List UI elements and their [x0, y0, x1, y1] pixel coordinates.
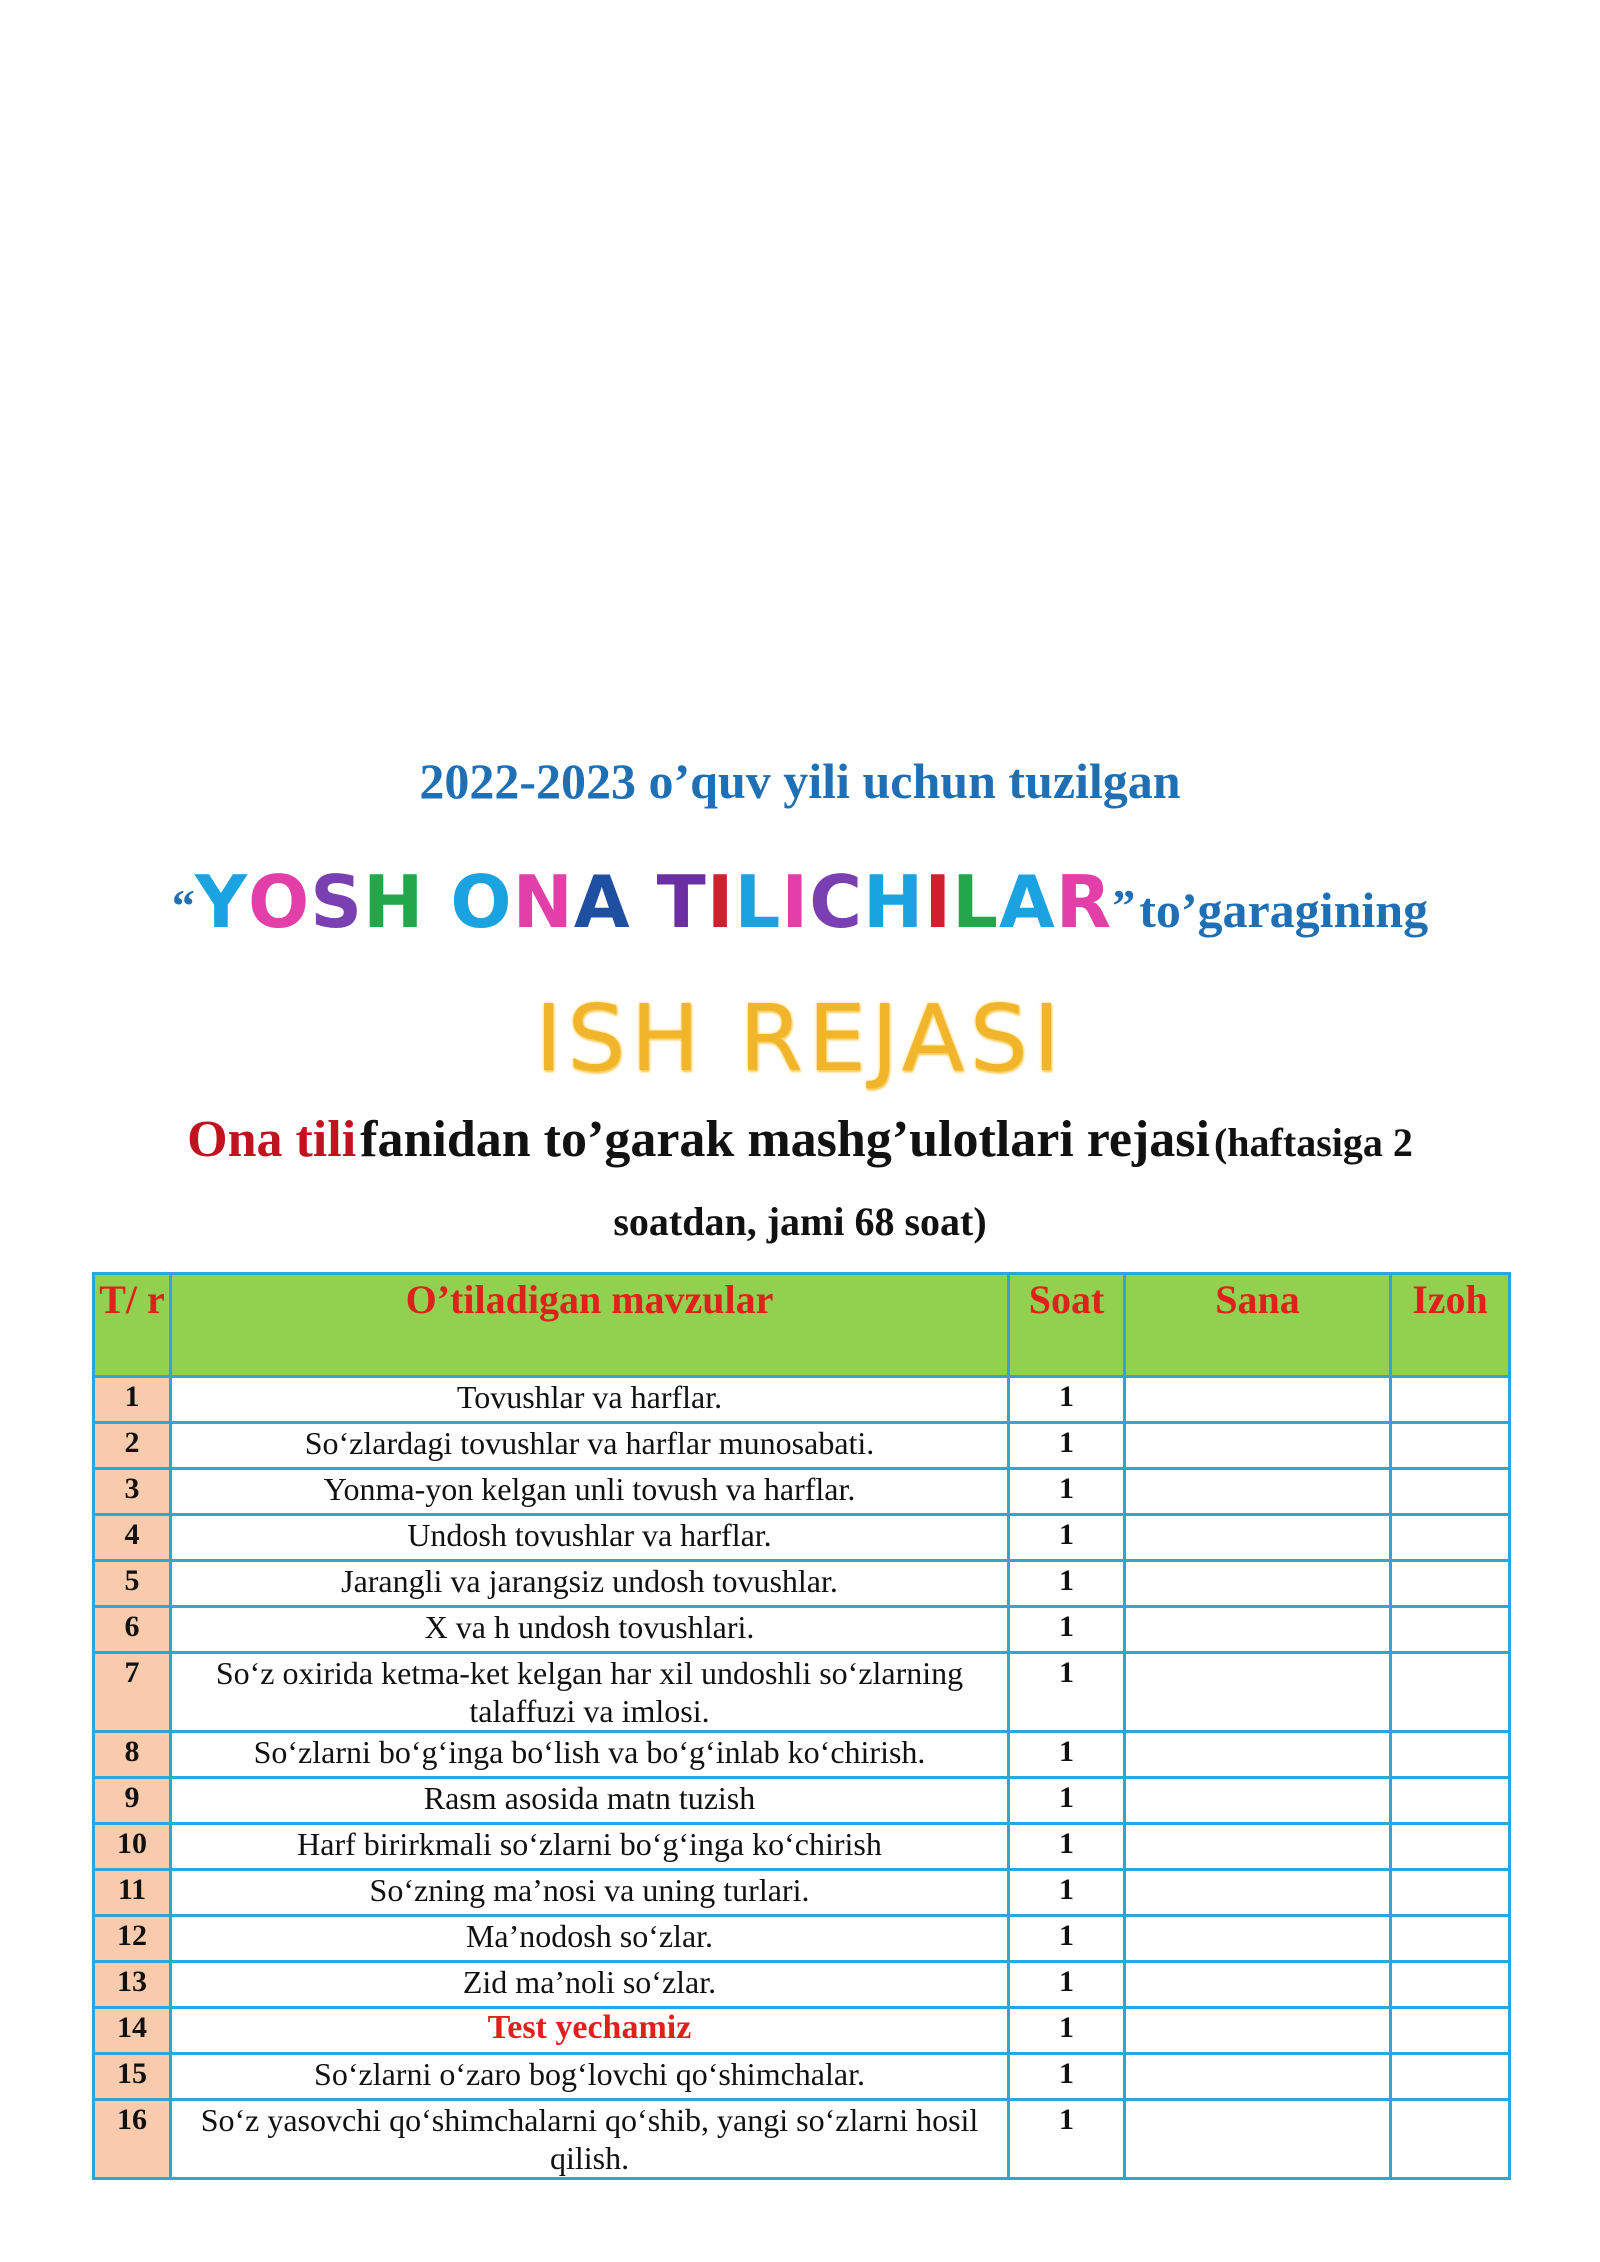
club-name: [195, 860, 1112, 944]
row-hours: 1: [1009, 1469, 1125, 1515]
row-topic: Rasm asosida matn tuzish: [171, 1778, 1009, 1824]
club-name-letter: O: [248, 860, 311, 944]
row-topic: So‘z oxirida ketma-ket kelgan har xil undoshli so‘zlarning talaffuzi va imlosi.: [171, 1653, 1009, 1732]
row-date-cell: [1125, 1870, 1391, 1916]
row-topic: Yonma-yon kelgan unli tovush va harflar.: [171, 1469, 1009, 1515]
row-note-cell: [1391, 2054, 1510, 2100]
table-row: [94, 1962, 1510, 2008]
row-note-cell: [1391, 1423, 1510, 1469]
plan-description: [0, 1110, 1600, 1169]
description-hours-end: soatdan, jami 68 soat): [613, 1199, 987, 1244]
table-row: [94, 1607, 1510, 1653]
row-number: 6: [94, 1607, 171, 1653]
row-topic: Test yechamiz: [171, 2008, 1009, 2054]
table-row: [94, 1653, 1510, 1732]
row-hours: 1: [1009, 1870, 1125, 1916]
row-note-cell: [1391, 1607, 1510, 1653]
row-number: 3: [94, 1469, 171, 1515]
row-number: 5: [94, 1561, 171, 1607]
row-note-cell: [1391, 1732, 1510, 1778]
table-row: [94, 1423, 1510, 1469]
row-number: 8: [94, 1732, 171, 1778]
row-number: 1: [94, 1377, 171, 1423]
club-name-letter: O: [450, 860, 513, 944]
row-hours: 1: [1009, 1962, 1125, 2008]
row-note-cell: [1391, 1515, 1510, 1561]
row-note-cell: [1391, 1653, 1510, 1732]
row-number: 15: [94, 2054, 171, 2100]
row-note-cell: [1391, 1778, 1510, 1824]
club-name-letter: N: [512, 860, 574, 944]
row-topic: Zid ma’noli so‘zlar.: [171, 1962, 1009, 2008]
lesson-plan-table: [92, 1272, 1511, 2180]
club-name-letter: C: [809, 860, 864, 944]
description-hours-start: (haftasiga 2: [1213, 1120, 1413, 1165]
table-row: [94, 2054, 1510, 2100]
table-row: [94, 1824, 1510, 1870]
row-date-cell: [1125, 1515, 1391, 1561]
row-hours: 1: [1009, 2054, 1125, 2100]
row-topic: So‘zlardagi tovushlar va harflar munosabati.: [171, 1423, 1009, 1469]
row-note-cell: [1391, 2008, 1510, 2054]
row-note-cell: [1391, 2100, 1510, 2179]
row-hours: 1: [1009, 1515, 1125, 1561]
row-hours: 1: [1009, 1377, 1125, 1423]
row-date-cell: [1125, 1778, 1391, 1824]
row-number: 7: [94, 1653, 171, 1732]
description-main: fanidan to’garak mashg’ulotlari rejasi: [360, 1111, 1210, 1168]
table-row: [94, 1916, 1510, 1962]
table-row: [94, 1377, 1510, 1423]
club-name-letter: H: [363, 860, 425, 944]
row-hours: 1: [1009, 2100, 1125, 2179]
club-name-letter: A: [573, 860, 631, 944]
subject-name: Ona tili: [187, 1111, 357, 1168]
table-row: [94, 2008, 1510, 2054]
row-topic: Harf birirkmali so‘zlarni bo‘g‘inga ko‘chirish: [171, 1824, 1009, 1870]
row-date-cell: [1125, 1607, 1391, 1653]
row-hours: 1: [1009, 1824, 1125, 1870]
club-name-letter: R: [1055, 860, 1113, 944]
row-hours: 1: [1009, 1561, 1125, 1607]
table-row: [94, 1469, 1510, 1515]
row-note-cell: [1391, 1824, 1510, 1870]
row-topic: Undosh tovushlar va harflar.: [171, 1515, 1009, 1561]
row-number: 14: [94, 2008, 171, 2054]
table-row: [94, 1778, 1510, 1824]
table-row: [94, 1870, 1510, 1916]
row-note-cell: [1391, 1469, 1510, 1515]
row-hours: 1: [1009, 1778, 1125, 1824]
column-header-number: T/ r: [94, 1274, 171, 1377]
row-hours: 1: [1009, 1732, 1125, 1778]
row-date-cell: [1125, 1732, 1391, 1778]
club-title-line: [0, 860, 1600, 944]
row-note-cell: [1391, 1377, 1510, 1423]
row-hours: 1: [1009, 1423, 1125, 1469]
academic-year-line: 2022-2023 o’quv yili uchun tuzilgan: [419, 753, 1181, 809]
table-row: [94, 1732, 1510, 1778]
row-number: 12: [94, 1916, 171, 1962]
club-name-letter: I: [781, 860, 810, 944]
row-hours: 1: [1009, 2008, 1125, 2054]
row-topic: Tovushlar va harflar.: [171, 1377, 1009, 1423]
row-date-cell: [1125, 1824, 1391, 1870]
row-number: 11: [94, 1870, 171, 1916]
row-hours: 1: [1009, 1653, 1125, 1732]
row-topic: Jarangli va jarangsiz undosh tovushlar.: [171, 1561, 1009, 1607]
club-name-letter: I: [706, 860, 735, 944]
work-plan-title: ISH REJASI: [535, 985, 1065, 1092]
row-topic: So‘z yasovchi qo‘shimchalarni qo‘shib, yangi so‘zlarni hosil qilish.: [171, 2100, 1009, 2179]
column-header-topic: O’tiladigan mavzular: [171, 1274, 1009, 1377]
row-number: 9: [94, 1778, 171, 1824]
club-suffix: to’garagining: [1139, 882, 1429, 938]
club-name-letter: Y: [194, 860, 249, 944]
column-header-note: Izoh: [1391, 1274, 1510, 1377]
row-topic: So‘zlarni bo‘g‘inga bo‘lish va bo‘g‘inlab ko‘chirish.: [171, 1732, 1009, 1778]
club-name-letter: S: [310, 860, 364, 944]
row-number: 4: [94, 1515, 171, 1561]
table-body: [94, 1377, 1510, 2179]
row-note-cell: [1391, 1870, 1510, 1916]
row-date-cell: [1125, 1469, 1391, 1515]
row-date-cell: [1125, 2100, 1391, 2179]
row-note-cell: [1391, 1916, 1510, 1962]
club-name-letter: A: [999, 860, 1056, 944]
row-topic: So‘zlarni o‘zaro bog‘lovchi qo‘shimchalar.: [171, 2054, 1009, 2100]
club-name-letter: T: [656, 860, 707, 944]
row-topic: X va h undosh tovushlari.: [171, 1607, 1009, 1653]
table-row: [94, 2100, 1510, 2179]
row-date-cell: [1125, 1561, 1391, 1607]
club-name-letter: L: [952, 860, 999, 944]
club-name-letter: I: [924, 860, 953, 944]
row-date-cell: [1125, 1653, 1391, 1732]
row-note-cell: [1391, 1962, 1510, 2008]
row-note-cell: [1391, 1561, 1510, 1607]
column-header-date: Sana: [1125, 1274, 1391, 1377]
table-row: [94, 1515, 1510, 1561]
row-number: 16: [94, 2100, 171, 2179]
row-date-cell: [1125, 2008, 1391, 2054]
row-date-cell: [1125, 1377, 1391, 1423]
row-number: 10: [94, 1824, 171, 1870]
table-header-row: [94, 1274, 1510, 1377]
row-date-cell: [1125, 1916, 1391, 1962]
row-hours: 1: [1009, 1916, 1125, 1962]
row-number: 2: [94, 1423, 171, 1469]
table-row: [94, 1561, 1510, 1607]
row-date-cell: [1125, 2054, 1391, 2100]
quote-close: ”: [1112, 880, 1136, 931]
club-name-letter: H: [863, 860, 925, 944]
club-name-letter: L: [734, 860, 782, 944]
row-hours: 1: [1009, 1607, 1125, 1653]
row-date-cell: [1125, 1423, 1391, 1469]
quote-open: “: [171, 880, 195, 931]
row-topic: Ma’nodosh so‘zlar.: [171, 1916, 1009, 1962]
row-number: 13: [94, 1962, 171, 2008]
row-topic: So‘zning ma’nosi va uning turlari.: [171, 1870, 1009, 1916]
row-date-cell: [1125, 1962, 1391, 2008]
column-header-hours: Soat: [1009, 1274, 1125, 1377]
